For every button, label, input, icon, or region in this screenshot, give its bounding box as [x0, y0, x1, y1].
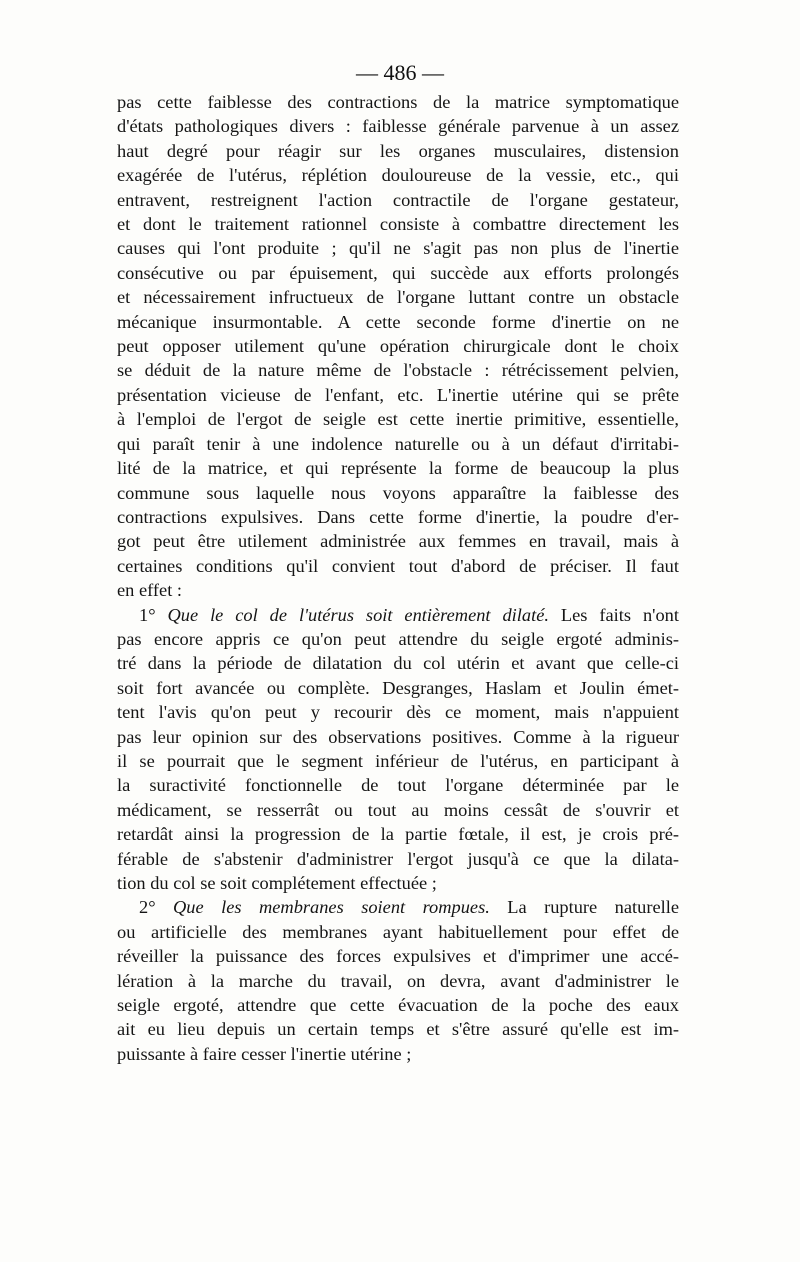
text-line: réveiller la puissance des forces expulsives et d'imprimer une accé-: [117, 946, 679, 967]
text-line: ou artificielle des membranes ayant habituellement pour effet de: [117, 921, 679, 942]
text-line: la suractivité fonctionnelle de tout l'organe déterminée par le: [117, 775, 679, 796]
text-line: tion du col se soit complétement effectuée ;: [117, 873, 437, 893]
text-line: lération à la marche du travail, on devra, avant d'administrer le: [117, 970, 679, 991]
text-line: pas cette faiblesse des contractions de la matrice symptomatique: [117, 92, 679, 112]
paragraph-item-2: [117, 895, 679, 1066]
item-2-heading: Que les membranes soient rompues.: [173, 897, 490, 918]
page-number: — 486 —: [356, 60, 444, 85]
text-line: contractions expulsives. Dans cette forme d'inertie, la poudre d'er-: [117, 506, 679, 527]
text-line: puissante à faire cesser l'inertie utérine ;: [117, 1043, 412, 1064]
item-2-first-line: [117, 895, 679, 919]
text-line: et dont le traitement rationnel consiste à combattre directement les: [117, 214, 679, 235]
text-line: et nécessairement infructueux de l'organe luttant contre un obstacle: [117, 287, 679, 308]
item-2-number: 2°: [139, 897, 156, 918]
text-line: qui paraît tenir à une indolence naturelle ou à un défaut d'irritabi-: [117, 433, 679, 454]
text-line: peut opposer utilement qu'une opération chirurgicale dont le choix: [117, 336, 679, 357]
text-line: got peut être utilement administrée aux femmes en travail, mais à: [117, 531, 679, 552]
text-line: mécanique insurmontable. A cette seconde forme d'inertie on ne: [117, 311, 679, 332]
paragraph-intro: [117, 90, 679, 603]
text-line: pas leur opinion sur des observations positives. Comme à la rigueur: [117, 726, 679, 747]
text-line: en effet :: [117, 580, 183, 601]
paragraph-item-1: [117, 603, 679, 896]
text-line: d'états pathologiques divers : faiblesse générale parvenue à un assez: [117, 116, 679, 137]
text-line: férable de s'abstenir d'administrer l'ergot jusqu'à ce que la dilata-: [117, 848, 679, 869]
body-text: [117, 90, 679, 1066]
text-line: causes qui l'ont produite ; qu'il ne s'agit pas non plus de l'inertie: [117, 238, 679, 259]
text-line: il se pourrait que le segment inférieur de l'utérus, en participant à: [117, 750, 679, 771]
text-line: se déduit de la nature même de l'obstacle : rétrécissement pelvien,: [117, 360, 679, 381]
text-line: consécutive ou par épuisement, qui succède aux efforts prolongés: [117, 262, 679, 283]
text-line: seigle ergoté, attendre que cette évacuation de la poche des eaux: [117, 995, 679, 1016]
item-1-heading: Que le col de l'utérus soit entièrement dilaté.: [167, 604, 549, 625]
text-line: haut degré pour réagir sur les organes musculaires, distension: [117, 140, 679, 161]
text-line: exagérée de l'utérus, réplétion douloureuse de la vessie, etc., qui: [117, 165, 679, 186]
text-line: médicament, se resserrât ou tout au moins cessât de s'ouvrir et: [117, 799, 679, 820]
text-line: soit fort avancée ou complète. Desgranges, Haslam et Joulin émet-: [117, 677, 679, 698]
item-1-first-rest: Les faits n'ont: [548, 604, 679, 625]
text-line: à l'emploi de l'ergot de seigle est cette inertie primitive, essentielle,: [117, 409, 679, 430]
text-line: commune sous laquelle nous voyons apparaître la faiblesse des: [117, 482, 679, 503]
item-1-first-line: [117, 603, 679, 627]
text-line: retardât ainsi la progression de la partie fœtale, il est, je crois pré-: [117, 824, 679, 845]
text-line: tré dans la période de dilatation du col utérin et avant que celle-ci: [117, 653, 679, 674]
item-1-number: 1°: [139, 604, 156, 625]
text-line: tent l'avis qu'on peut y recourir dès ce moment, mais n'appuient: [117, 702, 679, 723]
text-line: présentation vicieuse de l'enfant, etc. L'inertie utérine qui se prête: [117, 384, 679, 405]
text-line: lité de la matrice, et qui représente la forme de beaucoup la plus: [117, 458, 679, 479]
text-line: ait eu lieu depuis un certain temps et s'être assuré qu'elle est im-: [117, 1019, 679, 1040]
item-2-first-rest: La rupture naturelle: [489, 897, 679, 918]
text-line: certaines conditions qu'il convient tout d'abord de préciser. Il faut: [117, 555, 679, 576]
text-line: entravent, restreignent l'action contractile de l'organe gestateur,: [117, 189, 679, 210]
text-line: pas encore appris ce qu'on peut attendre du seigle ergoté adminis-: [117, 628, 679, 649]
